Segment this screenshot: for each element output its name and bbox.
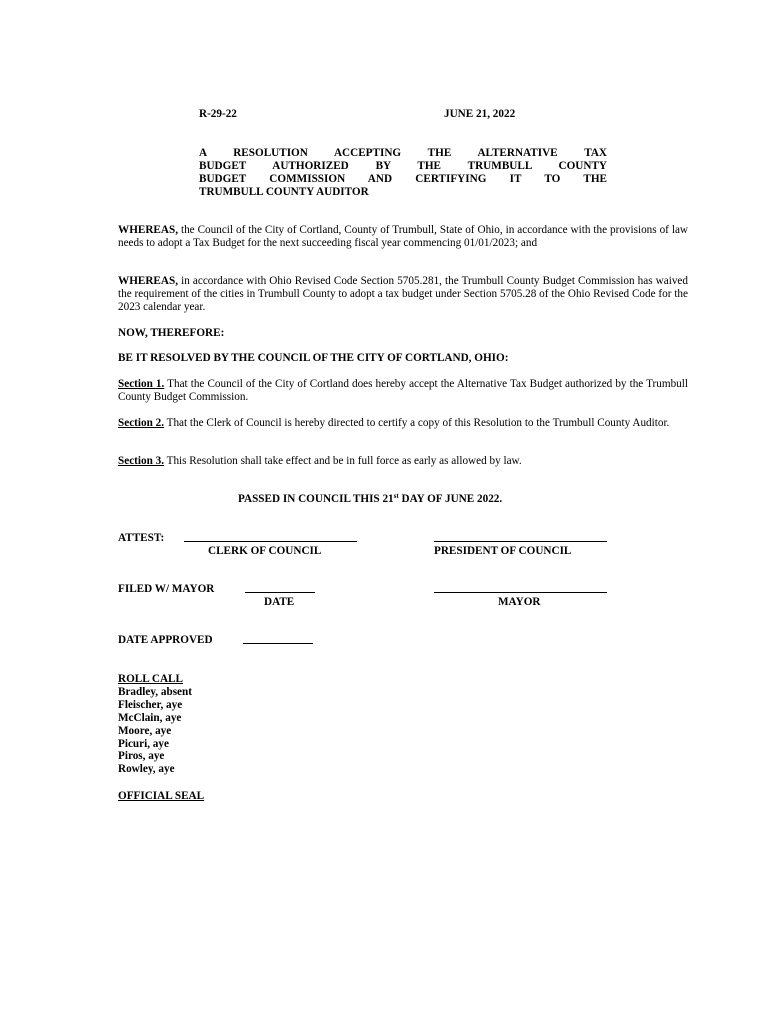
section-1 — [118, 378, 688, 404]
filed-label: FILED W/ MAYOR — [118, 583, 215, 595]
roll-call-member: Rowley, aye — [118, 763, 175, 776]
section-2 — [118, 417, 688, 430]
passed-text-end: DAY OF JUNE 2022. — [398, 493, 503, 505]
president-signature-line — [434, 531, 607, 546]
title-line: BUDGET AUTHORIZED BY THE TRUMBULL COUNTY — [199, 160, 607, 172]
roll-call-member: Moore, aye — [118, 724, 172, 737]
whereas-label: WHEREAS, — [118, 275, 178, 287]
section-3 — [118, 455, 688, 468]
roll-call-member: Picuri, aye — [118, 737, 169, 750]
clerk-label: CLERK OF COUNCIL — [208, 545, 322, 557]
date-approved-label: DATE APPROVED — [118, 634, 213, 646]
title-line: TRUMBULL COUNTY AUDITOR — [199, 186, 369, 198]
passed-suffix: st — [393, 492, 399, 500]
filed-date-line — [245, 582, 315, 597]
now-therefore: NOW, THEREFORE: — [118, 327, 225, 339]
section-text: That the Clerk of Council is hereby directed to certify a copy of this Resolution to the Trumbull County Auditor. — [166, 417, 670, 429]
date-label: DATE — [264, 596, 295, 608]
resolution-date: JUNE 21, 2022 — [444, 108, 516, 120]
president-label: PRESIDENT OF COUNCIL — [434, 545, 572, 557]
whereas-label: WHEREAS, — [118, 224, 178, 236]
roll-call — [118, 673, 192, 776]
section-text: That the Council of the City of Cortland does hereby accept the Alternative Tax Budget authorized by the Trumbull County Budget Commission. — [118, 378, 688, 403]
whereas-paragraph-1 — [118, 224, 688, 250]
roll-call-member: McClain, aye — [118, 711, 182, 724]
official-seal: OFFICIAL SEAL — [118, 790, 205, 802]
roll-call-member: Piros, aye — [118, 750, 165, 763]
resolution-number: R-29-22 — [199, 108, 237, 120]
section-label: Section 2. — [118, 417, 164, 429]
mayor-signature-line — [434, 582, 607, 597]
title-line: BUDGET COMMISSION AND CERTIFYING IT TO THE — [199, 173, 607, 185]
attest-label: ATTEST: — [118, 532, 165, 544]
date-approved-line — [243, 633, 313, 648]
mayor-label: MAYOR — [498, 596, 541, 608]
title-line: A RESOLUTION ACCEPTING THE ALTERNATIVE TAX — [199, 147, 607, 159]
whereas-text: the Council of the City of Cortland, County of Trumbull, State of Ohio, in accordance with the provisions of law needs to adopt a Tax Budget for the next succeeding fiscal year commencing 01/01/2023; and — [118, 224, 689, 249]
clerk-signature-line — [184, 531, 357, 546]
section-text: This Resolution shall take effect and be in full force as early as allowed by law. — [166, 455, 522, 467]
passed-statement — [238, 493, 502, 506]
section-label: Section 1. — [118, 378, 165, 390]
passed-text: PASSED IN COUNCIL THIS 21 — [238, 493, 394, 505]
section-label: Section 3. — [118, 455, 164, 467]
roll-call-heading: ROLL CALL — [118, 673, 183, 685]
whereas-text: in accordance with Ohio Revised Code Section 5705.281, the Trumbull County Budget Commission has waived the requirement of the cities in Trumbull County to adopt a tax budget under Section 5705.28 of the Ohio Revised Code for the 2023 calendar year. — [118, 275, 688, 313]
resolved-statement: BE IT RESOLVED BY THE COUNCIL OF THE CITY OF CORTLAND, OHIO: — [118, 352, 509, 364]
resolution-title — [199, 147, 607, 199]
roll-call-member: Fleischer, aye — [118, 698, 183, 711]
whereas-paragraph-2 — [118, 275, 688, 314]
roll-call-member: Bradley, absent — [118, 685, 192, 698]
